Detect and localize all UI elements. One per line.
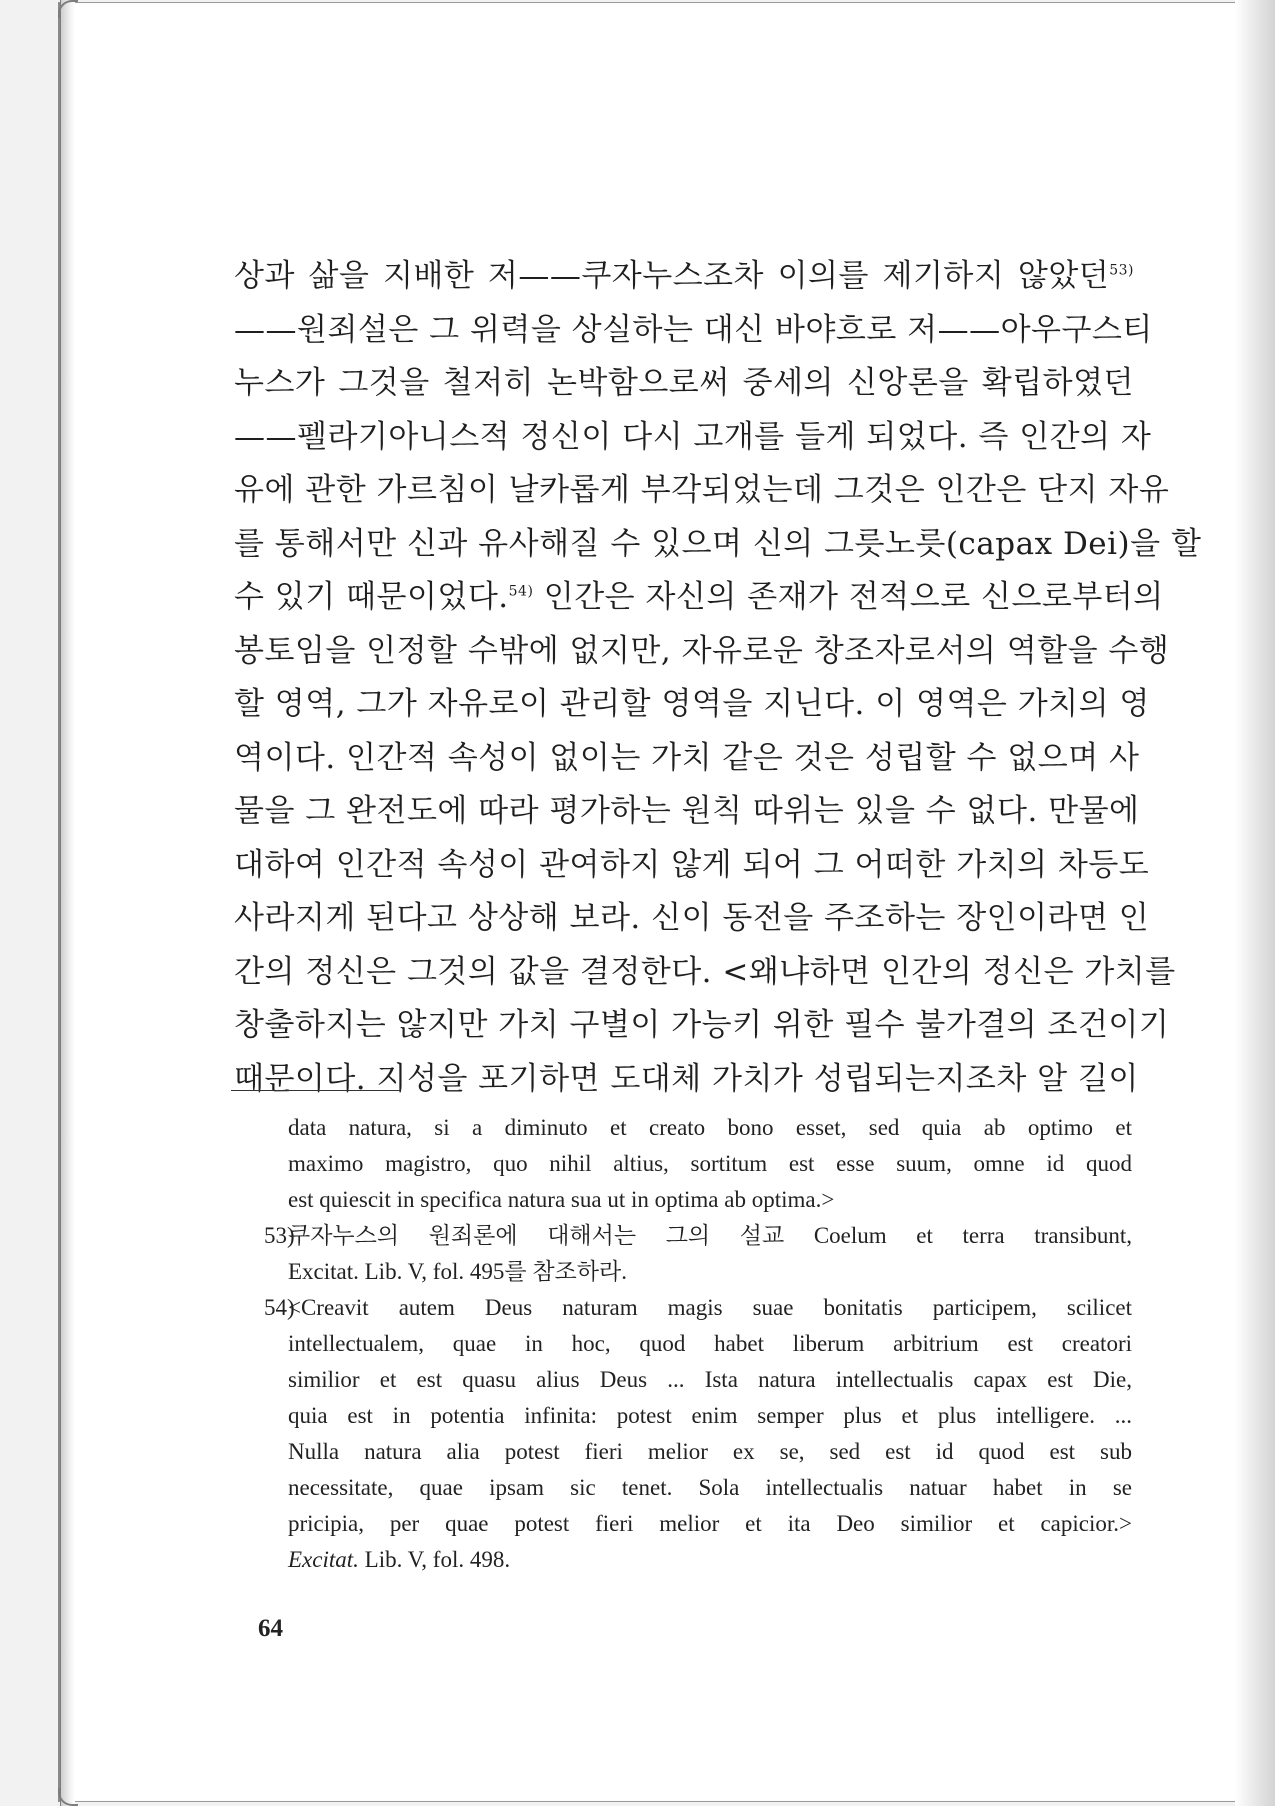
footnote-separator xyxy=(231,1090,401,1091)
footnote-ref[interactable]: 53) xyxy=(1109,262,1134,279)
footnote-line: similior et est quasu alius Deus ... Ista natura intellectualis capax est Die, xyxy=(288,1367,1132,1392)
text-line: 유에 관한 가르침이 날카롭게 부각되었는데 그것은 인간은 단지 자유 xyxy=(234,472,1170,508)
footnote-line: Nulla natura alia potest fieri melior ex se, sed est id quod est sub xyxy=(288,1439,1132,1464)
citation-italic: Excitat. xyxy=(288,1547,359,1572)
footnote-number: 54) xyxy=(264,1295,295,1320)
footnote-line: quia est in potentia infinita: potest enim semper plus et plus intelligere. ... xyxy=(288,1403,1132,1428)
footnote-line: Excitat. Lib. V, fol. 495를 참조하라. xyxy=(288,1259,627,1284)
text-line: 역이다. 인간적 속성이 없이는 가치 같은 것은 성립할 수 없으며 사 xyxy=(234,739,1140,776)
footnote-line: maximo magistro, quo nihil altius, sortitum est esse suum, omne id quod xyxy=(288,1151,1132,1176)
page-shadow xyxy=(1235,0,1275,1806)
footnote-line: 쿠자누스의 원죄론에 대해서는 그의 설교 Coelum et terra transibunt, xyxy=(288,1223,1132,1248)
footnote-54 xyxy=(266,1290,1132,1578)
text-line: 때문이다. 지성을 포기하면 도대체 가치가 성립되는지조차 알 길이 xyxy=(234,1060,1139,1097)
text-line: 누스가 그것을 철저히 논박함으로써 중세의 신앙론을 확립하였던 xyxy=(234,365,1134,401)
footnote-number: 53) xyxy=(264,1223,295,1248)
footnotes xyxy=(266,1110,1132,1578)
text-line: 사라지게 된다고 상상해 보라. 신이 동전을 주조하는 장인이라면 인 xyxy=(234,900,1150,936)
footnote-line: pricipia, per quae potest fieri melior et ita Deo similior et capicior.> xyxy=(288,1511,1132,1536)
footnote-53 xyxy=(266,1218,1132,1290)
text-line: 를 통해서만 신과 유사해질 수 있으며 신의 그릇노릇(capax Dei)을 할 xyxy=(234,525,1202,562)
footnote-line: data natura, si a diminuto et creato bono esset, sed quia ab optimo et xyxy=(288,1115,1132,1140)
footnote-continuation xyxy=(266,1110,1132,1218)
text-line: ——원죄설은 그 위력을 상실하는 대신 바야흐로 저——아우구스티 xyxy=(234,311,1153,348)
footnote-line: intellectualem, quae in hoc, quod habet liberum arbitrium est creatori xyxy=(288,1331,1132,1356)
page-stack-edge xyxy=(60,0,75,1806)
text-line: 봉토임을 인정할 수밖에 없지만, 자유로운 창조자로서의 역할을 수행 xyxy=(234,632,1170,669)
text-line: 수 있기 때문이었다.$^{54)}$ 인간은 자신의 존재가 전적으로 신으로부터의 xyxy=(234,579,1164,615)
text-line: 상과 삶을 지배한 저——쿠자누스조차 이의를 제기하지 않았던$^{53)}$ xyxy=(234,258,1134,294)
footnote-line: est quiescit in specifica natura sua ut in optima ab optima.> xyxy=(288,1187,835,1212)
footnote-line: Excitat. Lib. V, fol. 498. xyxy=(288,1547,511,1572)
page-number: 64 xyxy=(258,1615,283,1642)
text-line: ——펠라기아니스적 정신이 다시 고개를 들게 되었다. 즉 인간의 자 xyxy=(234,418,1152,455)
body-paragraph xyxy=(234,250,1202,1106)
footnote-line: <Creavit autem Deus naturam magis suae bonitatis participem, scilicet xyxy=(288,1295,1132,1320)
main-text xyxy=(234,250,1202,1106)
text-line: 창출하지는 않지만 가치 구별이 가능키 위한 필수 불가결의 조건이기 xyxy=(234,1007,1170,1043)
footnote-line: necessitate, quae ipsam sic tenet. Sola intellectualis natuar habet in se xyxy=(288,1475,1132,1500)
text-line: 물을 그 완전도에 따라 평가하는 원칙 따위는 있을 수 없다. 만물에 xyxy=(234,793,1140,829)
text-line: 간의 정신은 그것의 값을 결정한다. <왜냐하면 인간의 정신은 가치를 xyxy=(234,953,1176,990)
text-line: 대하여 인간적 속성이 관여하지 않게 되어 그 어떠한 가치의 차등도 xyxy=(234,846,1150,883)
text-line: 할 영역, 그가 자유로이 관리할 영역을 지닌다. 이 영역은 가치의 영 xyxy=(234,686,1150,722)
footnote-ref[interactable]: 54) xyxy=(508,583,534,600)
